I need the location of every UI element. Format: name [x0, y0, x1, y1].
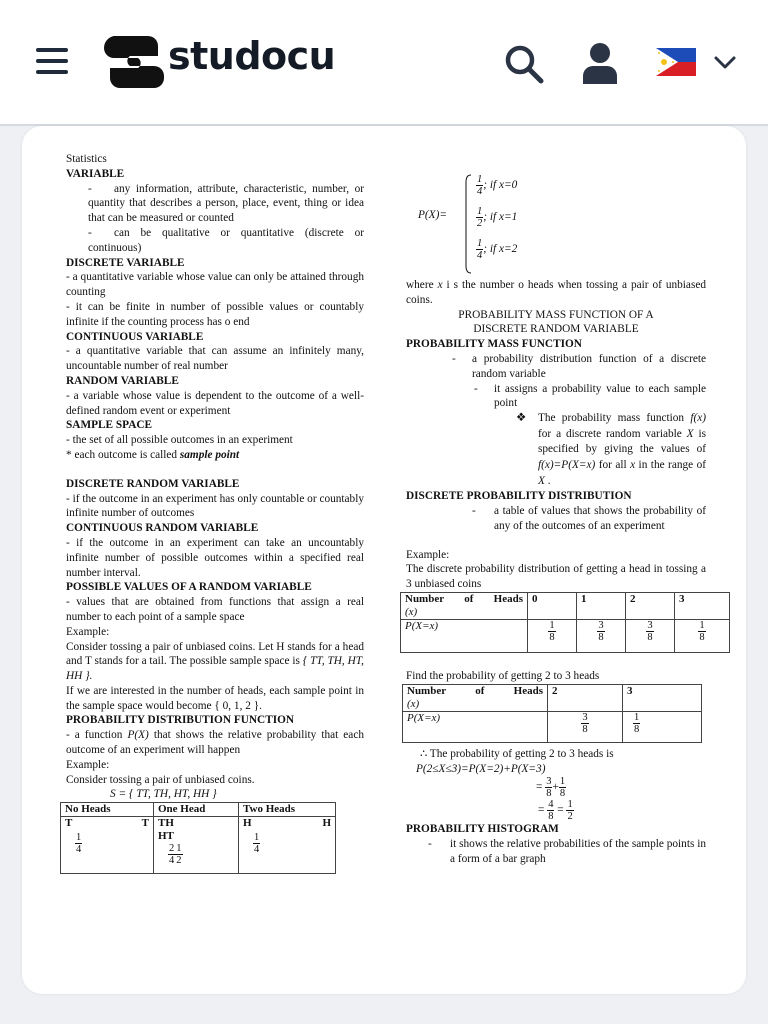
- pmf-definition: f(x)=P(X=x): [538, 458, 596, 471]
- left-column: [66, 152, 364, 874]
- subject-label: Statistics: [66, 153, 107, 165]
- equals-sign: =: [557, 804, 564, 817]
- case-condition: ; if x=1: [483, 211, 518, 224]
- pmf-lhs: P(X)=: [418, 209, 447, 221]
- bullet-text-body: .: [544, 474, 551, 487]
- table-cell: [154, 817, 239, 874]
- brand-name[interactable]: studocu: [168, 34, 336, 78]
- outcome-letter: H: [243, 817, 252, 830]
- table-cell: P(X=x): [403, 711, 548, 742]
- function-symbol: f(x): [690, 412, 706, 425]
- fraction: $\frac{1}{4}$: [76, 832, 82, 856]
- table-cell: P(X=x): [401, 619, 528, 652]
- table-header: 1: [577, 592, 626, 619]
- table-header: Two Heads: [239, 803, 336, 817]
- table-row: [61, 817, 336, 874]
- fraction: $\frac{3}{8}$: [647, 619, 653, 643]
- paragraph: - if the outcome in an experiment has only countable or countably infinite number of outcomes: [66, 492, 364, 520]
- heading-discrete-random-variable: DISCRETE RANDOM VARIABLE: [66, 477, 240, 490]
- equation-line: [406, 776, 706, 799]
- paragraph: - a quantitative variable that can assume an infinitely many, uncountable number of real number: [66, 345, 364, 373]
- variable-symbol: X: [686, 427, 694, 440]
- equation-line: [406, 799, 706, 822]
- conclusion-text: ∴ The probability of getting 2 to 3 heads is: [420, 747, 614, 760]
- paragraph-text: where: [406, 279, 438, 291]
- case-condition: ; if x=0: [483, 179, 518, 192]
- paragraph: Find the probability of getting 2 to 3 heads: [406, 669, 600, 682]
- fraction: $\frac{1}{8}$: [549, 619, 555, 643]
- table-row: [403, 711, 702, 742]
- paragraph: - a quantitative variable whose value can only be attained through counting: [66, 271, 364, 299]
- heading-random-variable: RANDOM VARIABLE: [66, 374, 179, 387]
- fraction: $\frac{3}{8}$: [598, 619, 604, 643]
- table-cell: [623, 711, 702, 742]
- sample-space-set: [66, 787, 364, 802]
- variable-symbol: x: [437, 279, 443, 291]
- paragraph: [66, 448, 364, 463]
- table-row: [401, 592, 730, 619]
- example-label: Example:: [66, 625, 110, 638]
- table-cell: [548, 711, 623, 742]
- table-header: 0: [528, 592, 577, 619]
- paragraph-text: Consider tossing a pair of unbiased coins. Let H stands for a head and T stands for a tail. The possible sample space is: [66, 640, 364, 668]
- paragraph: - the set of all possible outcomes in an experiment: [66, 434, 293, 447]
- variable-symbol: X: [538, 474, 545, 487]
- pmf-case: $\frac{1}{4}$ ; if x=0: [477, 174, 518, 197]
- paragraph: The discrete probability distribution of getting a head in tossing a 3 unbiased coins: [406, 563, 706, 591]
- pmf-piecewise-equation: [406, 174, 706, 278]
- top-navigation-bar: [0, 0, 768, 126]
- table-cell: [675, 619, 730, 652]
- fraction: $\frac{3}{8}$: [546, 776, 552, 800]
- outcome-pair: HT: [158, 830, 174, 843]
- bullet-text-body: for a discrete random variable: [538, 427, 687, 440]
- paragraph: [66, 640, 364, 684]
- coin-outcome-table: [60, 802, 336, 874]
- paragraph: - a variable whose value is dependent to the outcome of a well-defined random event or experiment: [66, 389, 364, 417]
- heading-continuous-random-variable: CONTINUOUS RANDOM VARIABLE: [66, 522, 259, 535]
- outcome-letter: T: [65, 817, 73, 830]
- fraction: $\frac{4}{8}$: [548, 799, 554, 823]
- table-cell: [626, 619, 675, 652]
- note-term: sample point: [179, 448, 240, 461]
- fraction: $\frac{2}{4}$: [169, 843, 175, 867]
- paragraph: [406, 278, 706, 308]
- table-header: 2: [548, 684, 623, 711]
- table-row: [401, 619, 730, 652]
- bullet-text-body: is specified by giving the values of: [538, 427, 707, 456]
- search-icon[interactable]: [502, 42, 546, 86]
- plus-sign: +: [552, 781, 559, 794]
- heading-discrete-probability-distribution: DISCRETE PROBABILITY DISTRIBUTION: [406, 490, 632, 503]
- equals-sign: =: [538, 804, 545, 817]
- hamburger-menu-icon[interactable]: [34, 46, 70, 76]
- heading-probability-histogram: PROBABILITY HISTOGRAM: [406, 823, 559, 836]
- bullet-text-body: a probability distribution function of a discrete random variable: [472, 352, 706, 380]
- fraction: $\frac{1}{4}$: [254, 832, 260, 856]
- heading-possible-values: POSSIBLE VALUES OF A RANDOM VARIABLE: [66, 581, 312, 594]
- variable-symbol: (x): [407, 697, 420, 710]
- bullet-text-body: it shows the relative probabilities of the sample points in a form of a bar graph: [450, 838, 706, 865]
- bullet-text-body: for all: [595, 458, 631, 471]
- section-title: PROBABILITY MASS FUNCTION OF A: [458, 308, 654, 321]
- example-label: Example:: [66, 758, 110, 771]
- fraction: $\frac{1}{2}$: [176, 843, 182, 867]
- paragraph-text: - a function: [66, 729, 128, 742]
- equals-sign: =: [536, 781, 543, 794]
- heading-variable: VARIABLE: [66, 167, 125, 180]
- variable-symbol: x: [630, 458, 636, 471]
- sample-space-text: S = { TT, TH, HT, HH }: [110, 788, 217, 801]
- bullet-text-body: any information, attribute, characteristic, number, or quantity that describes a person, place, event, thing or idea that can be measured or counted: [88, 182, 364, 225]
- table-header: No Heads: [61, 803, 154, 817]
- bullet-text-body: in the range of: [635, 458, 707, 471]
- bullet-text-body: it assigns a probability value to each sample point: [494, 382, 706, 410]
- bullet-text: - can be qualitative or quantitative (discrete or continuous): [88, 226, 364, 254]
- table-header: Number of Heads (x): [403, 684, 548, 711]
- bullet-text: - it assigns a probability value to each sample point: [474, 382, 706, 410]
- outcome-letter: H: [322, 817, 331, 830]
- heading-continuous-variable: CONTINUOUS VARIABLE: [66, 330, 204, 343]
- table-cell: [528, 619, 577, 652]
- bullet-text-body: The probability mass function: [538, 412, 691, 425]
- table-header: 2: [626, 592, 675, 619]
- section-title: DISCRETE RANDOM VARIABLE: [473, 323, 639, 336]
- heading-probability-distribution-function: PROBABILITY DISTRIBUTION FUNCTION: [66, 714, 295, 727]
- table-cell: [577, 619, 626, 652]
- variable-symbol: (x): [405, 605, 418, 618]
- table-row: [61, 803, 336, 817]
- right-column: [406, 174, 706, 867]
- philippines-flag-icon[interactable]: [656, 48, 696, 76]
- pmf-case: $\frac{1}{4}$ ; if x=2: [477, 238, 518, 261]
- diamond-bullet-text: [406, 411, 706, 489]
- paragraph: - it can be finite in number of possible values or countably infinite if the counting process has o end: [66, 300, 364, 328]
- table-header: Number of Heads (x): [401, 592, 528, 619]
- fraction: $\frac{3}{8}$: [582, 711, 588, 735]
- note-text: * each outcome is called: [66, 448, 180, 461]
- sample-space-set: { TT, TH, HT, HH }.: [66, 655, 365, 683]
- outcome-pair: TH: [158, 817, 174, 830]
- example-label: Example:: [406, 548, 450, 561]
- fraction: $\frac{1}{8}$: [699, 619, 705, 643]
- bullet-text-body: a table of values that shows the probability of any of the outcomes of an experiment: [494, 504, 706, 532]
- document-page: [22, 126, 746, 994]
- table-row: [403, 684, 702, 711]
- bullet-text: - a probability distribution function of a discrete random variable: [452, 352, 706, 380]
- paragraph: - values that are obtained from functions that assign a real number to each point of a sample space: [66, 596, 364, 623]
- paragraph-text: that shows the relative probability that each outcome of an experiment will happen: [66, 729, 364, 757]
- case-condition: ; if x=2: [483, 243, 518, 256]
- equation-line: [406, 762, 706, 777]
- bullet-text: - any information, attribute, characteristic, number, or quantity that describes a person, place, event, thing or idea that can be measured or counted: [88, 182, 364, 225]
- brace-icon: [464, 174, 472, 274]
- paragraph: [66, 728, 364, 758]
- user-icon[interactable]: [580, 42, 620, 84]
- heading-sample-space: SAMPLE SPACE: [66, 419, 153, 432]
- outcome-letter: T: [141, 817, 149, 830]
- pmf-case: $\frac{1}{2}$ ; if x=1: [477, 206, 518, 229]
- chevron-down-icon[interactable]: [712, 52, 738, 72]
- heading-probability-mass-function: PROBABILITY MASS FUNCTION: [406, 338, 582, 351]
- fraction: $\frac{1}{8}$: [559, 776, 566, 800]
- two-to-three-heads-table: [402, 684, 702, 743]
- three-coin-distribution-table: [400, 592, 730, 653]
- bullet-text: - a table of values that shows the probability of any of the outcomes of an experiment: [472, 504, 706, 532]
- fraction: $\frac{1}{2}$: [567, 799, 573, 823]
- fraction: $\frac{1}{8}$: [634, 711, 640, 735]
- bullet-text: - it shows the relative probabilities of the sample points in a form of a bar graph: [428, 838, 706, 865]
- paragraph: If we are interested in the number of heads, each sample point in the sample space would become { 0, 1, 2 }.: [66, 684, 364, 712]
- paragraph-text: i s the number o heads when tossing a pair of unbiased coins.: [406, 279, 706, 306]
- equation-text: P(2≤X≤3)=P(X=2)+P(X=3): [416, 762, 546, 775]
- diamond-bullet-icon: ❖: [516, 412, 527, 425]
- paragraph: Consider tossing a pair of unbiased coins.: [66, 773, 255, 786]
- table-header: One Head: [154, 803, 239, 817]
- bullet-text-body: can be qualitative or quantitative (discrete or continuous): [88, 226, 364, 254]
- table-cell: [61, 817, 154, 874]
- table-header: 3: [623, 684, 702, 711]
- heading-discrete-variable: DISCRETE VARIABLE: [66, 256, 185, 269]
- studocu-logo-icon[interactable]: [104, 36, 164, 88]
- paragraph: - if the outcome in an experiment can take an uncountably infinite number of possible outcomes within a specified real number interval.: [66, 536, 364, 579]
- function-symbol: P(X): [127, 729, 149, 742]
- table-cell: [239, 817, 336, 874]
- table-header: 3: [675, 592, 730, 619]
